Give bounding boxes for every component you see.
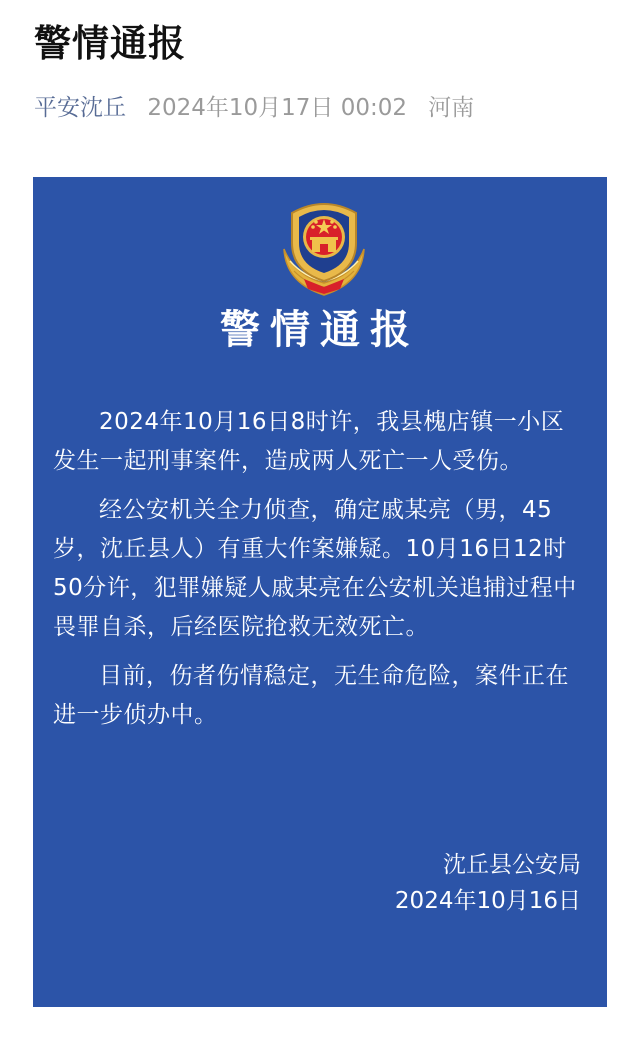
signature-org: 沈丘县公安局 — [443, 852, 581, 878]
signature-date: 2024年10月16日 — [394, 888, 581, 914]
publish-region: 河南 — [428, 95, 475, 121]
notice-paragraph: 2024年10月16日8时许，我县槐店镇一小区发生一起刑事案件，造成两人死亡一人受伤。 — [53, 409, 565, 474]
article-title: 警情通报 — [34, 22, 186, 65]
notice-paragraph: 经公安机关全力侦查，确定戚某亮（男，45岁，沈丘县人）有重大作案嫌疑。10月16日12时50分许，犯罪嫌疑人戚某亮在公安机关追捕过程中畏罪自杀，后经医院抢救无效死亡。 — [53, 497, 577, 640]
article-meta — [34, 88, 474, 128]
police-badge-icon — [274, 191, 374, 301]
notice-image — [33, 177, 607, 1007]
notice-paragraph: 目前，伤者伤情稳定，无生命危险，案件正在进一步侦办中。 — [53, 663, 569, 728]
notice-signature — [395, 847, 581, 919]
publish-time: 2024年10月17日 00:02 — [147, 95, 407, 121]
notice-body — [53, 403, 587, 745]
account-name-link[interactable]: 平安沈丘 — [34, 95, 126, 121]
notice-heading: 警情通报 — [220, 307, 420, 353]
